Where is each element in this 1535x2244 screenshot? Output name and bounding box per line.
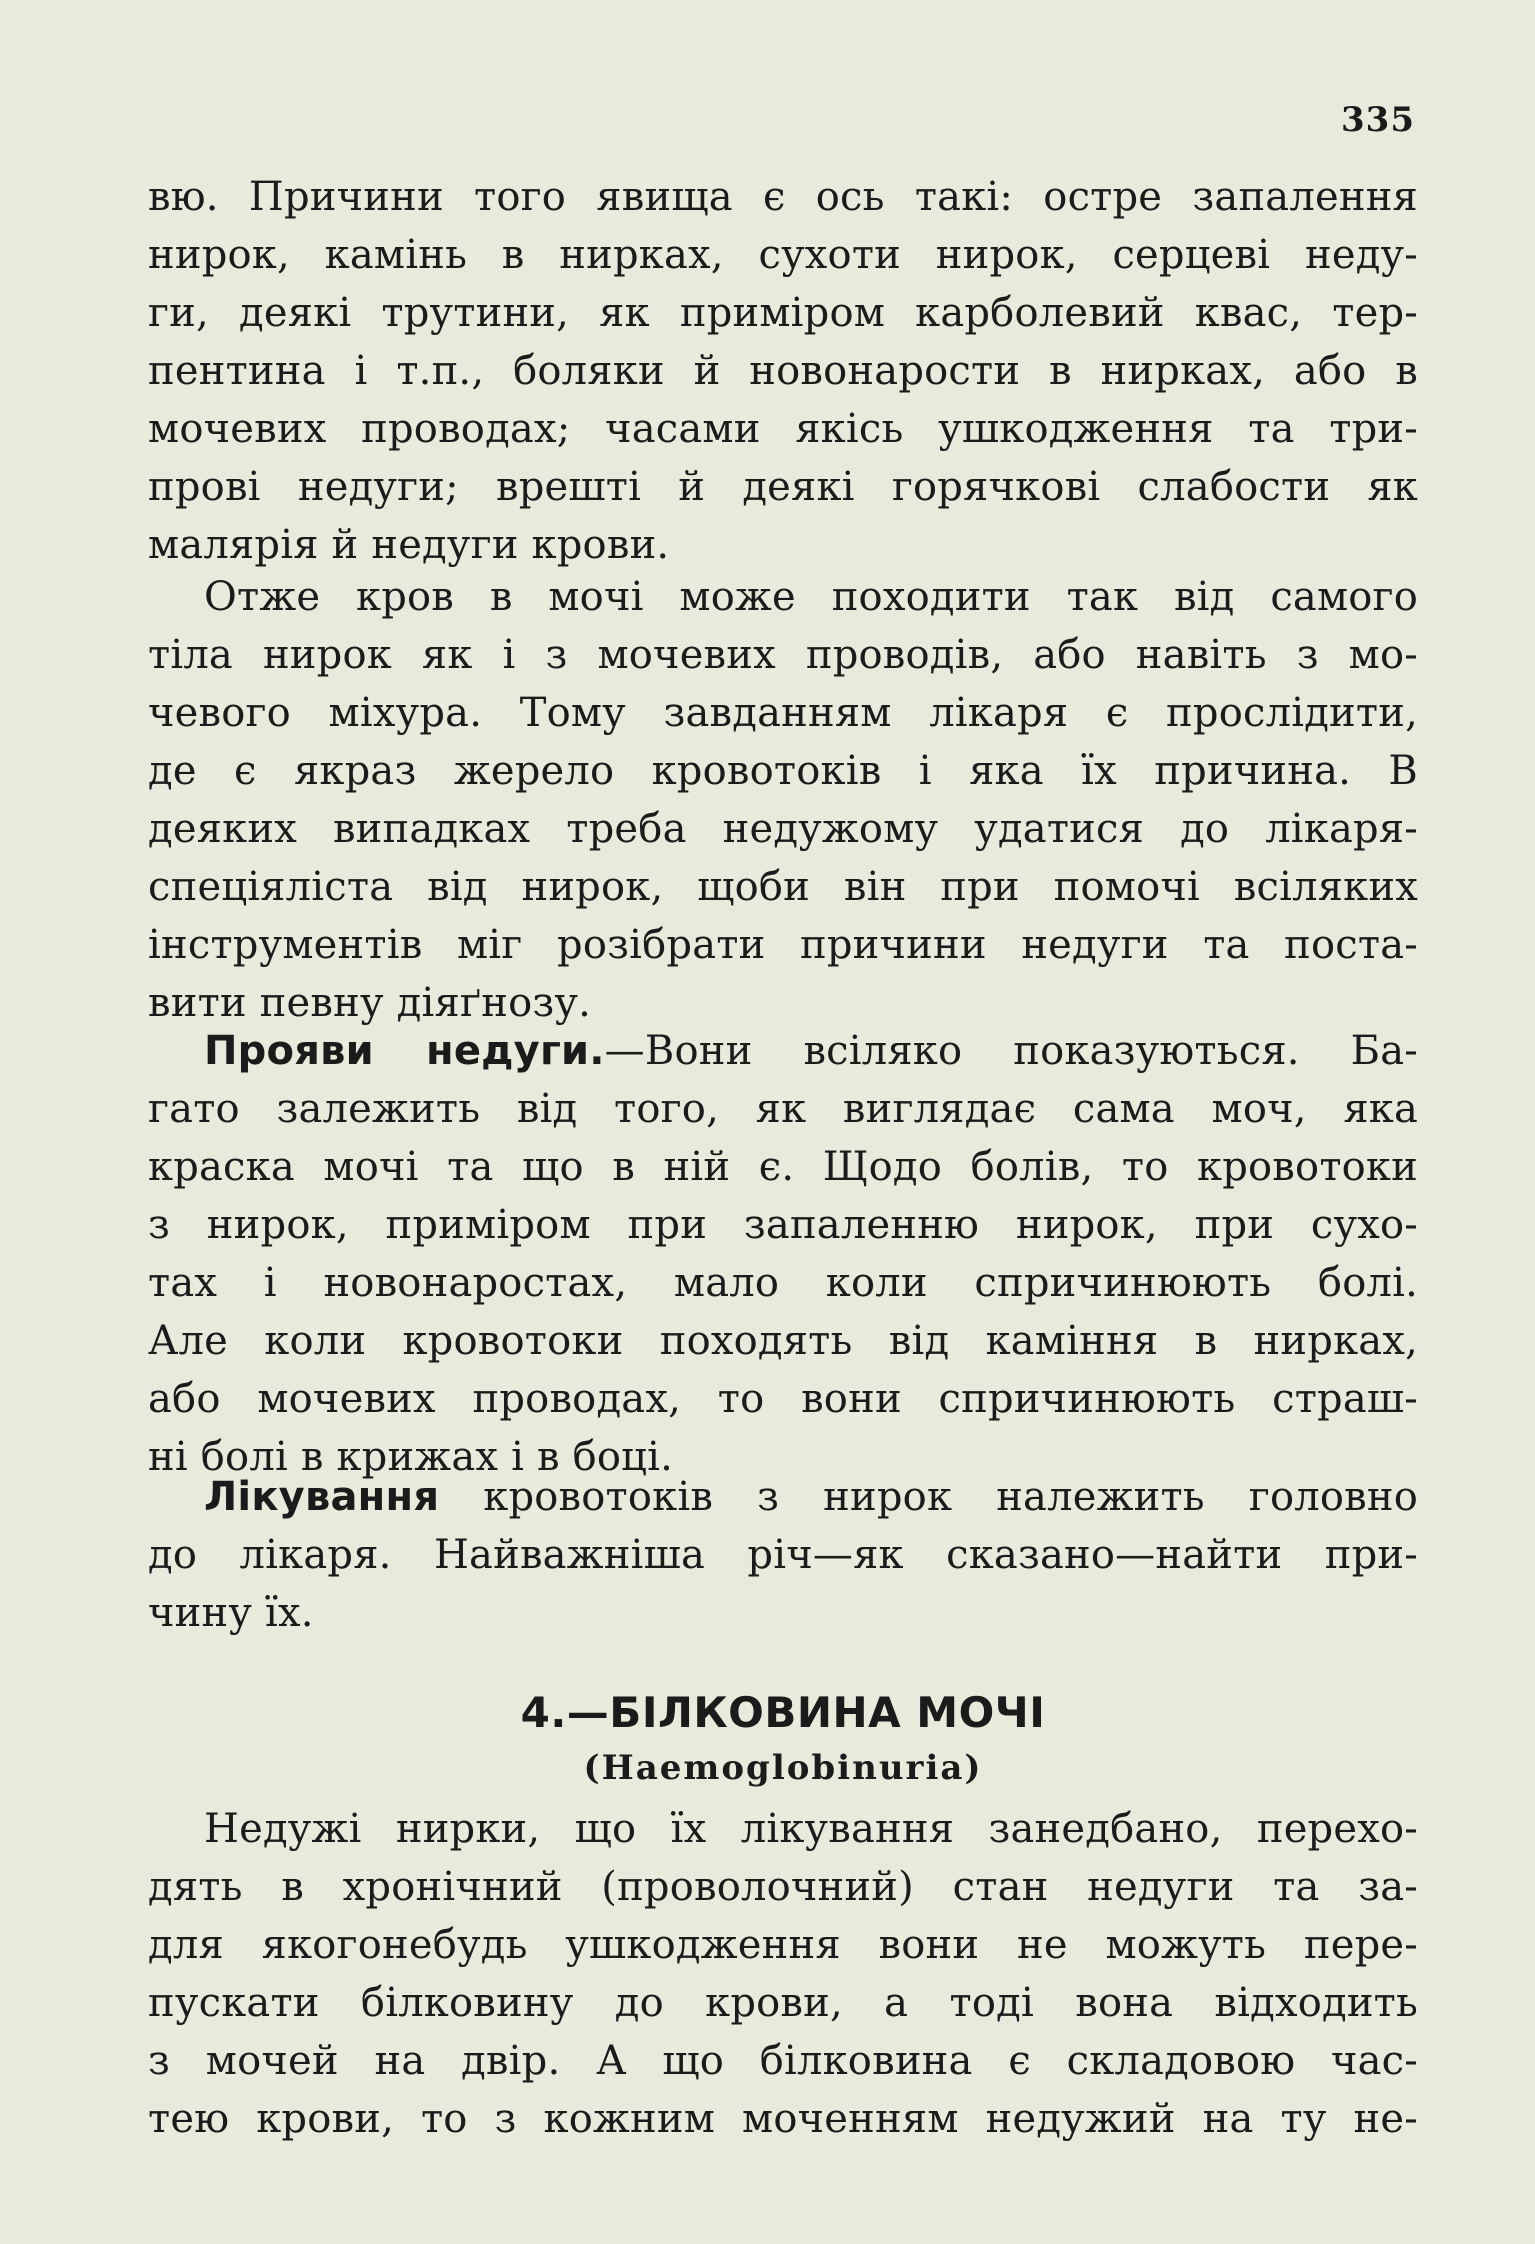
- text-line: гато залежить від того, як виглядає сама моч, яка: [148, 1086, 1418, 1132]
- page-number: 335: [1341, 100, 1415, 140]
- paragraph-causes: [148, 168, 1418, 574]
- text-line: деяких випадках треба недужому удатися до лікаря-: [148, 806, 1418, 852]
- text-line: [148, 1468, 1418, 1526]
- symptoms-lead: Прояви недуги.: [204, 1028, 605, 1074]
- text-line: з мочей на двір. А що білковина є складовою час-: [148, 2038, 1418, 2084]
- text-line: тах і новонаростах, мало коли спричинюють болі.: [148, 1260, 1418, 1306]
- text-line: інструментів міг розібрати причини недуги та поста-: [148, 922, 1418, 968]
- text-line: краска мочі та що в ній є. Щодо болів, то кровотоки: [148, 1144, 1418, 1190]
- text-line: або мочевих проводах, то вони спричинюють страш-: [148, 1376, 1418, 1422]
- text-line: нирок, камінь в нирках, сухоти нирок, серцеві неду-: [148, 232, 1418, 278]
- paragraph-source: [148, 568, 1418, 1032]
- text-line: до лікаря. Найважніша річ—як сказано—найти при-: [148, 1532, 1418, 1578]
- text-line: з нирок, приміром при запаленню нирок, при сухо-: [148, 1202, 1418, 1248]
- treatment-lead: Лікування: [204, 1474, 440, 1520]
- text-line: пентина і т.п., боляки й новонарости в нирках, або в: [148, 348, 1418, 394]
- text-line: для якогонебудь ушкодження вони не можуть пере-: [148, 1922, 1418, 1968]
- text-line: чевого міхура. Тому завданням лікаря є прослідити,: [148, 690, 1418, 736]
- text-line: чину їх.: [148, 1590, 314, 1636]
- treatment-first-line: кровотоків з нирок належить головно: [439, 1474, 1418, 1520]
- paragraph-symptoms: [148, 1022, 1418, 1486]
- text-line: спеціяліста від нирок, щоби він при помочі всіляких: [148, 864, 1418, 910]
- text-line: мочевих проводах; часами якісь ушкодження та три-: [148, 406, 1418, 452]
- text-line: Отже кров в мочі може походити так від самого: [204, 574, 1418, 620]
- text-line: тіла нирок як і з мочевих проводів, або навіть з мо-: [148, 632, 1418, 678]
- text-line: тею крови, то з кожним моченням недужий на ту не-: [148, 2096, 1418, 2142]
- text-line: прові недуги; врешті й деякі горячкові слабости як: [148, 464, 1418, 510]
- chapter-subtitle: (Haemoglobinuria): [583, 1748, 983, 1788]
- chapter-title: 4.—БІЛКОВИНА МОЧІ: [520, 1688, 1046, 1737]
- text-line: вити певну діяґнозу.: [148, 980, 592, 1026]
- text-line: ні болі в крижах і в боці.: [148, 1434, 674, 1480]
- text-line: Недужі нирки, що їх лікування занедбано, перехо-: [204, 1806, 1418, 1852]
- text-line: пускати білковину до крови, а тоді вона відходить: [148, 1980, 1418, 2026]
- symptoms-first-line: —Вони всіляко показуються. Ба-: [604, 1028, 1418, 1074]
- text-line: Але коли кровотоки походять від каміння в нирках,: [148, 1318, 1418, 1364]
- text-line: малярія й недуги крови.: [148, 522, 670, 568]
- text-line: [148, 1022, 1418, 1080]
- paragraph-albumin: [148, 1800, 1418, 2148]
- text-line: вю. Причини того явища є ось такі: остре запалення: [148, 174, 1418, 220]
- text-line: ги, деякі трутини, як приміром карболевий квас, тер-: [148, 290, 1418, 336]
- paragraph-treatment: [148, 1468, 1418, 1642]
- text-line: де є якраз жерело кровотоків і яка їх причина. В: [148, 748, 1418, 794]
- text-line: дять в хронічний (проволочний) стан недуги та за-: [148, 1864, 1418, 1910]
